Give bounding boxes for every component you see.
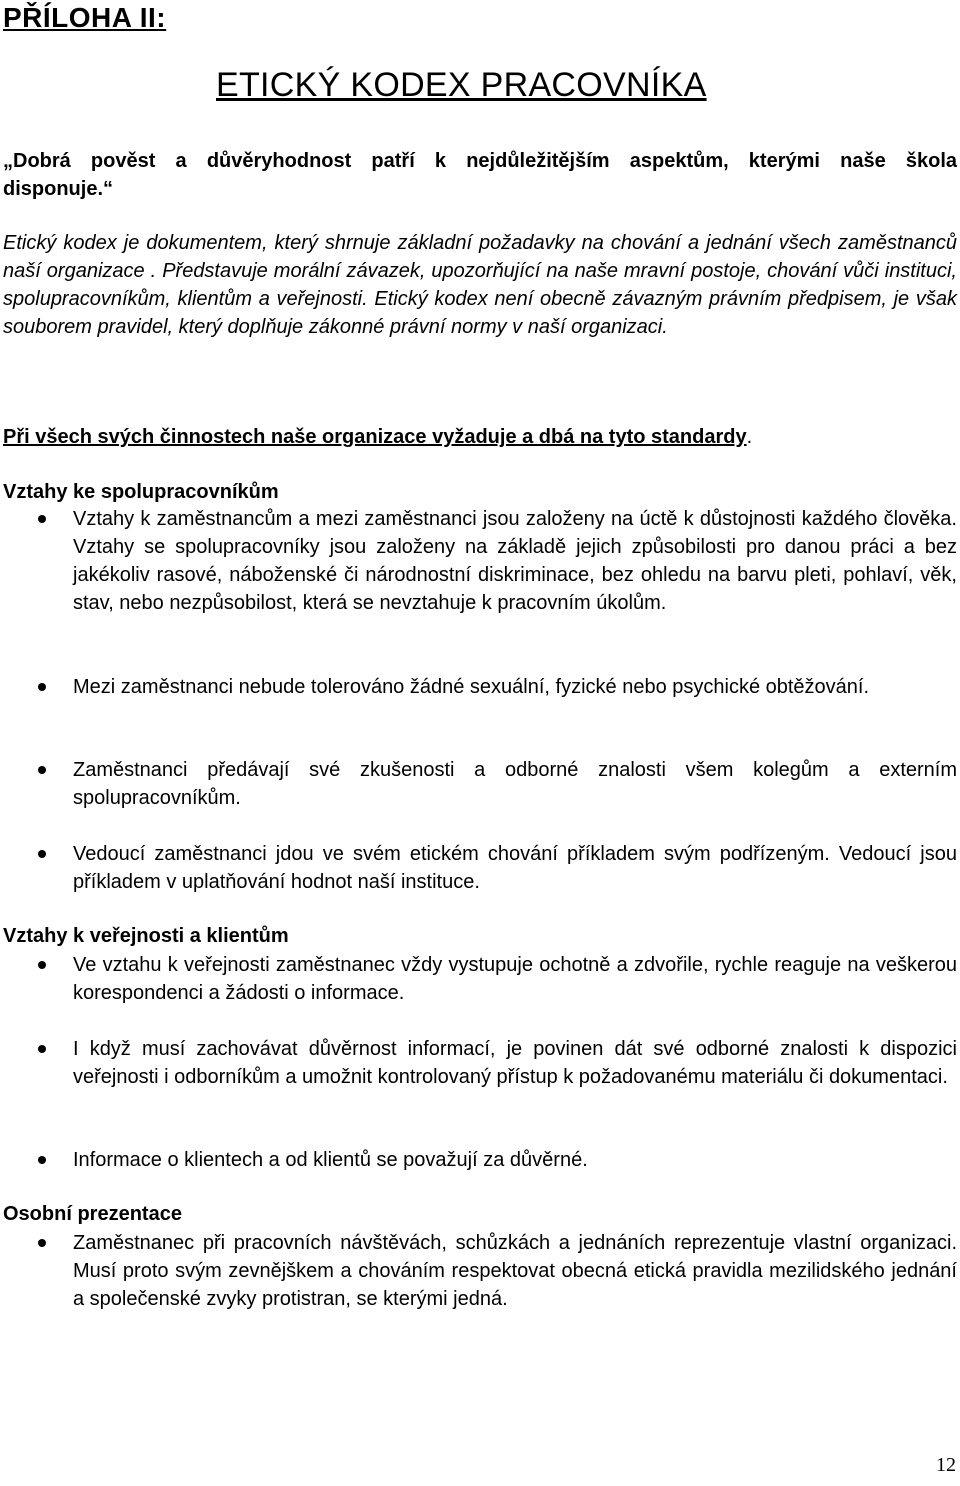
intro-paragraph: Etický kodex je dokumentem, který shrnuje základní požadavky na chování a jednání všech zaměstnanců naší organizace . Představuje morální závazek, upozorňující na naše mravní postoje, chování vůči instituci, spolupracovníkům, klientům a veřejnosti. Etický kodex není obecně závazným právním předpisem, je však souborem pravidel, který doplňuje zákonné právní normy v naší organizaci. [3, 232, 957, 338]
presentation-list [0, 1229, 957, 1313]
bullet-icon [38, 961, 46, 969]
motto-paragraph: „Dobrá pověst a důvěryhodnost patří k nejdůležitějším aspektům, kterými naše škola disponuje.“ [3, 150, 957, 200]
list-item-text: Mezi zaměstnanci nebude tolerováno žádné sexuální, fyzické nebo psychické obtěžování. [73, 676, 870, 698]
colleagues-list [0, 505, 957, 617]
bullet-icon [38, 683, 46, 691]
standards-line [3, 423, 957, 451]
list-item-text: Zaměstnanec při pracovních návštěvách, schůzkách a jednáních reprezentuje vlastní organizaci. Musí proto svým zevnějškem a chováním respektovat obecná etická pravidla mezilidského jednání a společenské zvyky protistran, se kterými jedná. [73, 1232, 957, 1310]
colleagues-list-4 [0, 840, 957, 896]
colleagues-list-3 [0, 756, 957, 812]
list-item [0, 756, 957, 812]
bullet-icon [38, 1045, 46, 1053]
standards-period: . [746, 426, 753, 448]
bullet-icon [38, 766, 46, 774]
bullet-icon [38, 515, 46, 523]
list-item-text: Vztahy k zaměstnancům a mezi zaměstnanci jsou založeny na úctě k důstojnosti každého člověka. Vztahy se spolupracovníky jsou založeny na základě jejich způsobilosti pro danou práci a bez jakékoliv rasové, náboženské či národnostní diskriminace, bez ohledu na barvu pleti, pohlaví, věk, stav, nebo nezpůsobilost, která se nevztahuje k pracovním úkolům. [73, 508, 957, 614]
appendix-label [3, 2, 166, 34]
list-item [0, 951, 957, 1007]
bullet-icon [38, 1156, 46, 1164]
appendix-label-prefix: PŘÍLOHA I [3, 2, 149, 33]
list-item [0, 673, 957, 701]
page-number: 12 [936, 1454, 956, 1476]
list-item [0, 1229, 957, 1313]
bullet-icon [38, 1239, 46, 1247]
public-list [0, 951, 957, 1007]
section-heading-presentation: Osobní prezentace [3, 1203, 182, 1225]
colleagues-list-2 [0, 673, 957, 701]
list-item-text: Vedoucí zaměstnanci jdou ve svém etickém chování příkladem svým podřízeným. Vedoucí jsou příkladem v uplatňování hodnot naší instituce. [73, 843, 957, 893]
list-item [0, 505, 957, 617]
section-heading-public: Vztahy k veřejnosti a klientům [3, 925, 289, 947]
list-item [0, 1035, 957, 1091]
list-item [0, 840, 957, 896]
document-title: ETICKÝ KODEX PRACOVNÍKA [216, 66, 707, 104]
list-item-text: Ve vztahu k veřejnosti zaměstnanec vždy vystupuje ochotně a zdvořile, rychle reaguje na veškerou korespondenci a žádosti o informace. [73, 954, 957, 1004]
bullet-icon [38, 850, 46, 858]
list-item-text: Informace o klientech a od klientů se považují za důvěrné. [73, 1149, 588, 1171]
public-list-2 [0, 1035, 957, 1091]
public-list-3 [0, 1146, 957, 1174]
standards-text: Při všech svých činnostech naše organizace vyžaduje a dbá na tyto standardy [3, 426, 747, 448]
appendix-label-suffix: I: [148, 2, 167, 33]
list-item-text: I když musí zachovávat důvěrnost informací, je povinen dát své odborné znalosti k dispozici veřejnosti i odborníkům a umožnit kontrolovaný přístup k požadovanému materiálu či dokumentaci. [73, 1038, 957, 1088]
section-heading-colleagues: Vztahy ke spolupracovníkům [3, 481, 279, 503]
list-item-text: Zaměstnanci předávají své zkušenosti a odborné znalosti všem kolegům a externím spolupracovníkům. [73, 759, 957, 809]
list-item [0, 1146, 957, 1174]
